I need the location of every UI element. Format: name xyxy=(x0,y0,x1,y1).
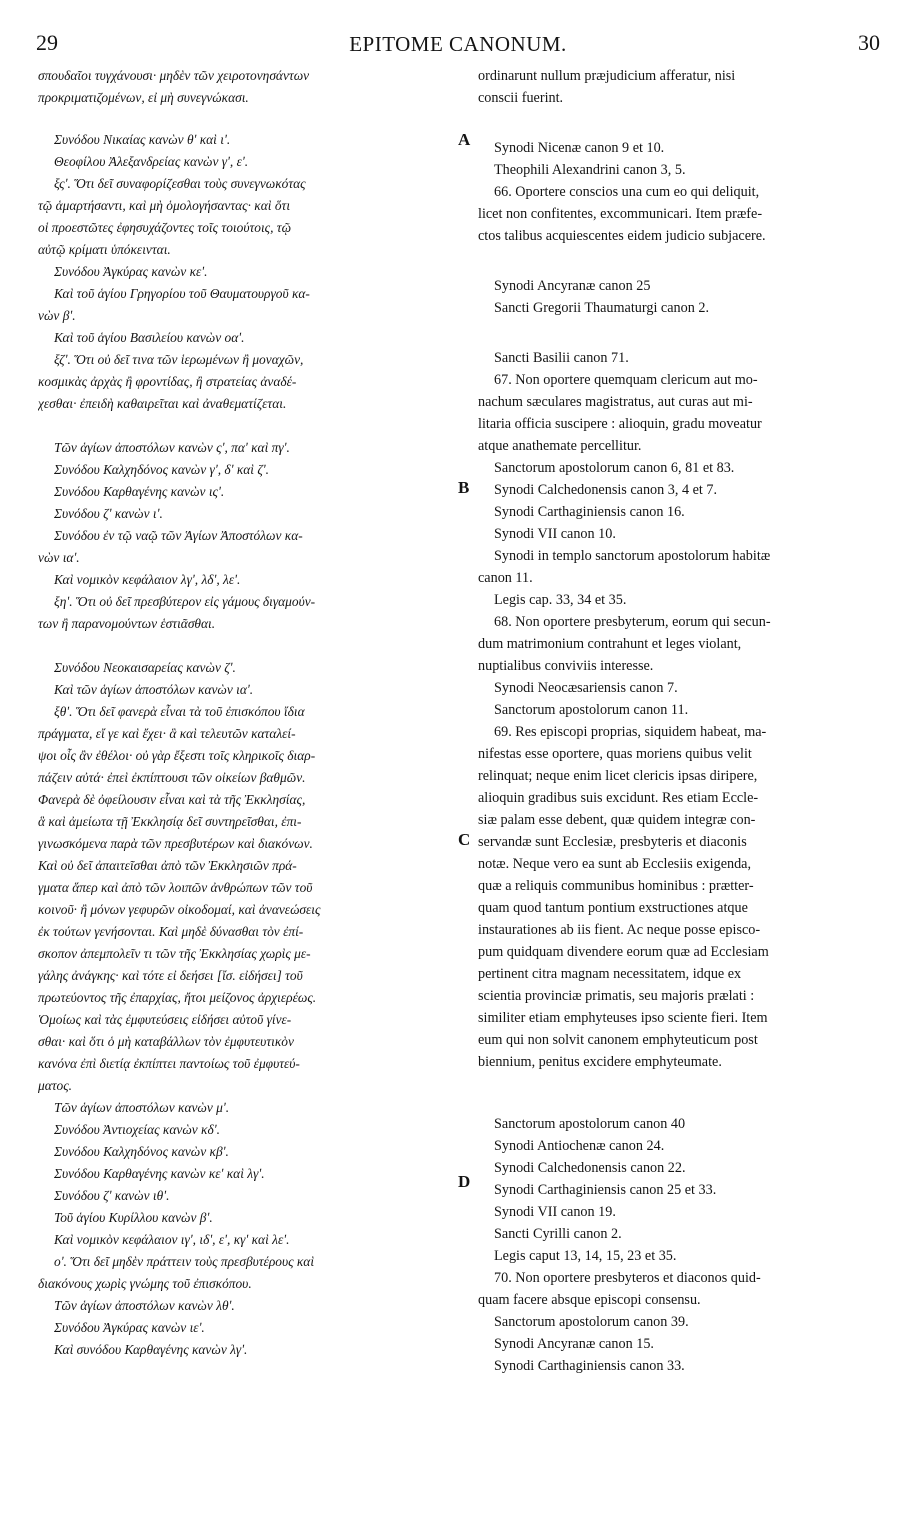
latin-text-line: Synodi Ancyranæ canon 15. xyxy=(494,1336,654,1352)
latin-text-line: licet non confitentes, excommunicari. Item præfe- xyxy=(478,206,763,222)
greek-text-line: σθαι· καὶ ὅτι ὁ μὴ καταβάλλων τὸν ἐμφυτευτικὸν xyxy=(38,1034,294,1049)
latin-text-line: Synodi in templo sanctorum apostolorum habitæ xyxy=(494,548,771,564)
latin-text-line: Sancti Cyrilli canon 2. xyxy=(494,1226,622,1242)
greek-text-line: των ἢ παρανομούντων ἑστιᾶσθαι. xyxy=(38,616,216,631)
greek-text-line: κοσμικὰς ἀρχὰς ἢ φροντίδας, ἢ στρατείας ἀναδέ- xyxy=(38,374,297,389)
latin-text-line: pertinent citra magnam necessitatem, idque ex xyxy=(478,966,742,982)
latin-text-line: Sancti Basilii canon 71. xyxy=(494,350,629,366)
greek-text-line: Τῶν ἁγίων ἀποστόλων κανὼν ςʹ, παʹ καὶ πγʹ. xyxy=(54,440,290,455)
latin-text-line: Synodi Carthaginiensis canon 25 et 33. xyxy=(494,1182,717,1198)
greek-text-line: ἃ καὶ ἀμείωτα τῇ Ἐκκλησίᾳ δεῖ συντηρεῖσθαι, ἐπι- xyxy=(38,814,302,829)
latin-text-line: notæ. Neque vero ea sunt ab Ecclesiis exigenda, xyxy=(478,856,752,872)
greek-text-line: οʹ. Ὅτι δεῖ μηδὲν πράττειν τοὺς πρεσβυτέρους καὶ xyxy=(54,1254,315,1269)
greek-text-line: αὐτῷ κρίματι ὑπόκεινται. xyxy=(38,242,171,257)
latin-text-line: quam quod tantum pontium exstructiones atque xyxy=(478,900,748,916)
latin-text-line: Synodi Ancyranæ canon 25 xyxy=(494,278,651,294)
page-number-right: 30 xyxy=(858,30,880,55)
latin-text-line: canon 11. xyxy=(478,570,533,586)
latin-text-line: Synodi Antiochenæ canon 24. xyxy=(494,1138,665,1154)
latin-text-line: servandæ sunt Ecclesiæ, presbyteris et diaconis xyxy=(478,834,747,850)
latin-text-line: nifestas esse oportere, quas moriens quibus velit xyxy=(478,746,752,762)
latin-text-line: Legis caput 13, 14, 15, 23 et 35. xyxy=(494,1248,677,1264)
latin-text-line: Sancti Gregorii Thaumaturgi canon 2. xyxy=(494,300,709,316)
greek-text-line: Συνόδου Καρθαγένης κανὼν κεʹ καὶ λγʹ. xyxy=(54,1166,265,1181)
greek-text-line: πράγματα, εἴ γε καὶ ἔχει· ἃ καὶ τελευτῶν καταλεί- xyxy=(38,726,296,741)
greek-text-line: Συνόδου Ἀντιοχείας κανὼν κδʹ. xyxy=(54,1122,220,1137)
latin-text-line: Synodi Carthaginiensis canon 33. xyxy=(494,1358,685,1374)
greek-text-line: ψοι οἷς ἂν ἐθέλοι· οὐ γὰρ ἔξεστι τοῖς κληρικοῖς διαρ- xyxy=(38,748,316,763)
greek-text-line: γάλης ἀνάγκης· καὶ τότε εἰ δεήσει [ἴσ. εἰδήσει] τοῦ xyxy=(38,968,303,983)
latin-text-line: atque anathemate percellitur. xyxy=(478,438,642,454)
greek-text-line: Καὶ τοῦ ἁγίου Γρηγορίου τοῦ Θαυματουργοῦ κα- xyxy=(54,286,310,301)
greek-text-line: Συνόδου Νικαίας κανὼν θʹ καὶ ιʹ. xyxy=(54,132,231,147)
greek-text-line: Συνόδου ζʹ κανὼν ιʹ. xyxy=(54,506,163,521)
latin-text-line: Synodi Nicenæ canon 9 et 10. xyxy=(494,140,665,156)
margin-marker: B xyxy=(458,478,470,497)
greek-text-line: Τῶν ἁγίων ἀποστόλων κανὼν μʹ. xyxy=(54,1100,230,1115)
latin-text-line: Sanctorum apostolorum canon 40 xyxy=(494,1116,686,1132)
latin-text-line: Synodi VII canon 19. xyxy=(494,1204,616,1220)
latin-text-line: Synodi Calchedonensis canon 3, 4 et 7. xyxy=(494,482,718,498)
latin-text-line: scientia provinciæ primatis, seu majoris prælati : xyxy=(478,988,755,1004)
greek-text-line: Συνόδου Ἀγκύρας κανὼν ιεʹ. xyxy=(54,1320,205,1335)
latin-text-line: ordinarunt nullum præjudicium afferatur, nisi xyxy=(478,68,736,84)
greek-text-line: Συνόδου Νεοκαισαρείας κανὼν ζʹ. xyxy=(54,660,236,675)
latin-text-line: relinquat; neque enim licet clericis ipsas diripere, xyxy=(478,768,758,784)
greek-text-line: Καὶ τοῦ ἁγίου Βασιλείου κανὼν οαʹ. xyxy=(54,330,245,345)
latin-text-line: quam facere absque episcopi consensu. xyxy=(478,1292,701,1308)
greek-text-line: διακόνους χωρὶς γνώμης τοῦ ἐπισκόπου. xyxy=(38,1276,252,1291)
greek-text-line: χεσθαι· ἐπειδὴ καθαιρεῖται καὶ ἀναθεματίζεται. xyxy=(38,396,287,411)
greek-text-line: ματος. xyxy=(38,1078,73,1093)
greek-text-line: ξθʹ. Ὅτι δεῖ φανερὰ εἶναι τὰ τοῦ ἐπισκόπου ἴδια xyxy=(54,704,305,719)
greek-text-line: Τοῦ ἁγίου Κυρίλλου κανὼν βʹ. xyxy=(54,1210,213,1225)
greek-text-line: Καὶ τῶν ἁγίων ἀποστόλων κανὼν ιαʹ. xyxy=(54,682,254,697)
latin-text-line: Synodi VII canon 10. xyxy=(494,526,616,542)
running-title: EPITOME CANONUM. xyxy=(349,32,567,56)
greek-text-line: ξςʹ. Ὅτι δεῖ συναφορίζεσθαι τοὺς συνεγνωκότας xyxy=(54,176,306,191)
greek-text-line: Θεοφίλου Ἀλεξανδρείας κανὼν γʹ, εʹ. xyxy=(54,154,249,169)
greek-text-line: ξηʹ. Ὅτι οὐ δεῖ πρεσβύτερον εἰς γάμους διγαμούν- xyxy=(54,594,316,609)
latin-text-line: 69. Res episcopi proprias, siquidem habeat, ma- xyxy=(494,724,767,740)
margin-marker: D xyxy=(458,1172,471,1191)
latin-text-line: siæ palam esse debent, quæ quidem integræ con- xyxy=(478,812,756,828)
greek-text-line: γματα ἅπερ καὶ ἀπὸ τῶν λοιπῶν ἀνθρώπων τῶν τοῦ xyxy=(38,880,313,895)
running-header xyxy=(36,30,880,60)
latin-text-line: litaria officia suscipere : alioquin, gradu moveatur xyxy=(478,416,762,432)
margin-marker: C xyxy=(458,830,471,849)
greek-text-line: πρωτεύοντος τῆς ἐπαρχίας, ἤτοι μείζονος ἀρχιερέως. xyxy=(38,990,317,1005)
greek-text-line: Συνόδου Καλχηδόνος κανὼν γʹ, δʹ καὶ ζʹ. xyxy=(54,462,269,477)
latin-text-line: ctos talibus acquiescentes eidem judicio subjacere. xyxy=(478,228,766,244)
greek-text-line: κανόνα ἐπὶ διετίᾳ ἐκπίπτει παντοίως τοῦ ἐμφυτεύ- xyxy=(38,1056,300,1071)
latin-text-line: instaurationes ab iis fient. Ac neque posse episco- xyxy=(478,922,761,938)
latin-text-line: Sanctorum apostolorum canon 39. xyxy=(494,1314,689,1330)
greek-text-line: Συνόδου Καρθαγένης κανὼν ιςʹ. xyxy=(54,484,225,499)
greek-text-line: ξζʹ. Ὅτι οὐ δεῖ τινα τῶν ἱερωμένων ἢ μοναχῶν, xyxy=(54,352,304,367)
latin-text-line: 67. Non oportere quemquam clericum aut mo- xyxy=(494,372,758,388)
latin-text-line: quæ a reliquis communibus hominibus : prætter- xyxy=(478,878,754,894)
latin-text-line: 66. Oportere conscios una cum eo qui deliquit, xyxy=(494,184,760,200)
greek-text-line: νὼν βʹ. xyxy=(38,308,76,323)
greek-text-line: πάζειν αὐτά· ἐπεὶ ἐκπίπτουσι τῶν οἰκείων βαθμῶν. xyxy=(38,770,306,785)
greek-text-line: Συνόδου Καλχηδόνος κανὼν κβʹ. xyxy=(54,1144,229,1159)
greek-text-line: σκοπον ἀπεμπολεῖν τι τῶν τῆς Ἐκκλησίας χωρὶς με- xyxy=(38,946,311,961)
greek-text-line: Φανερὰ δὲ ὀφείλουσιν εἶναι καὶ τὰ τῆς Ἐκκλησίας, xyxy=(38,792,306,807)
page-number-left: 29 xyxy=(36,30,58,55)
greek-text-line: ἐκ τούτων γενήσονται. Καὶ μηδὲ δύνασθαι τὸν ἐπί- xyxy=(38,924,304,939)
greek-text-line: Καὶ νομικὸν κεφάλαιον λγʹ, λδʹ, λεʹ. xyxy=(54,572,241,587)
latin-text-line: dum matrimonium contrahunt et leges violant, xyxy=(478,636,742,652)
greek-text-line: νὼν ιαʹ. xyxy=(38,550,80,565)
latin-text-line: Synodi Calchedonensis canon 22. xyxy=(494,1160,686,1176)
greek-text-line: σπουδαῖοι τυγχάνουσι· μηδὲν τῶν χειροτονησάντων xyxy=(38,68,310,83)
latin-text-line: similiter etiam emphyteuses ipso sciente fieri. Item xyxy=(478,1010,768,1026)
latin-text-line: conscii fuerint. xyxy=(478,90,564,106)
greek-text-line: Καὶ οὐ δεῖ ἀπαιτεῖσθαι ἀπὸ τῶν Ἐκκλησιῶν πρά- xyxy=(38,858,297,873)
greek-text-line: Τῶν ἁγίων ἀποστόλων κανὼν λθʹ. xyxy=(54,1298,235,1313)
latin-text-line: Legis cap. 33, 34 et 35. xyxy=(494,592,627,608)
latin-text-line: nuptialibus conviviis interesse. xyxy=(478,658,654,674)
greek-text-line: Συνόδου Ἀγκύρας κανὼν κεʹ. xyxy=(54,264,208,279)
latin-text-line: 70. Non oportere presbyteros et diaconos quid- xyxy=(494,1270,761,1286)
latin-text-line: 68. Non oportere presbyterum, eorum qui secun- xyxy=(494,614,771,630)
latin-text-line: Synodi Carthaginiensis canon 16. xyxy=(494,504,685,520)
greek-text-line: γινωσκόμενα παρὰ τῶν πρεσβυτέρων καὶ διακόνων. xyxy=(38,836,313,851)
latin-text-line: Theophili Alexandrini canon 3, 5. xyxy=(494,162,686,178)
latin-text-line: eum qui non solvit canonem emphyteuticum post xyxy=(478,1032,758,1048)
greek-text-line: Ὁμοίως καὶ τὰς ἐμφυτεύσεις εἰδήσει αὐτοῦ γίνε- xyxy=(38,1012,292,1027)
latin-text-line: nachum sæculares magistratus, aut curas aut mi- xyxy=(478,394,753,410)
greek-text-line: Καὶ νομικὸν κεφάλαιον ιγʹ, ιδʹ, εʹ, κγʹ καὶ λεʹ. xyxy=(54,1232,290,1247)
latin-text-line: Sanctorum apostolorum canon 11. xyxy=(494,702,689,718)
greek-text-line: Καὶ συνόδου Καρθαγένης κανὼν λγʹ. xyxy=(54,1342,248,1357)
greek-text-line: προκριματιζομένων, εἰ μὴ συνεγνώκασι. xyxy=(38,90,249,105)
greek-text-line: οἱ προεστῶτες ἐφησυχάζοντες τοῖς τοιούτοις, τῷ xyxy=(38,220,292,235)
margin-marker: A xyxy=(458,130,471,149)
greek-text-line: Συνόδου ζʹ κανὼν ιθʹ. xyxy=(54,1188,170,1203)
greek-text-line: κοινοῦ· ἢ μόνων γεφυρῶν οἰκοδομαί, καὶ ἀνανεώσεις xyxy=(38,902,321,917)
latin-text-line: Sanctorum apostolorum canon 6, 81 et 83. xyxy=(494,460,735,476)
latin-text-line: pum quidquam divendere eorum quæ ad Ecclesiam xyxy=(478,944,769,960)
greek-text-line: τῷ ἁμαρτήσαντι, καὶ μὴ ὁμολογήσαντας· καὶ ὅτι xyxy=(38,198,291,213)
latin-text-line: biennium, penitus excidere emphyteumate. xyxy=(478,1054,722,1070)
latin-text-line: Synodi Neocæsariensis canon 7. xyxy=(494,680,678,696)
latin-text-line: alioquin gradibus suis excidunt. Res etiam Eccle- xyxy=(478,790,759,806)
greek-text-line: Συνόδου ἐν τῷ ναῷ τῶν Ἁγίων Ἀποστόλων κα- xyxy=(54,528,303,543)
